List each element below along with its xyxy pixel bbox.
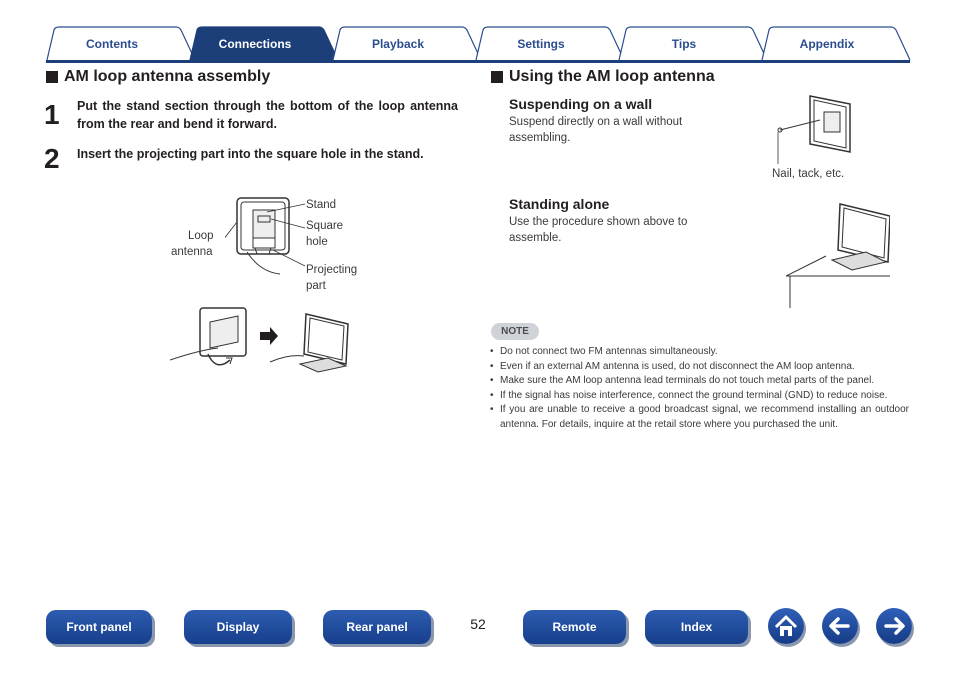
note-item: • If the signal has noise interference, connect the ground terminal (GND) to reduce noise. xyxy=(490,389,909,404)
back-arrow-icon xyxy=(822,608,858,644)
tab-appendix[interactable] xyxy=(761,26,911,60)
tab-connections[interactable] xyxy=(189,26,339,60)
assembly-heading-text: AM loop antenna assembly xyxy=(64,68,271,85)
standing-subheading: Standing alone xyxy=(509,196,610,212)
stand-label: Stand xyxy=(306,199,337,211)
wall-text-line2: assembling. xyxy=(509,132,571,144)
tab-tips-label: Tips xyxy=(671,37,697,51)
step-2-text: Insert the projecting part into the square hole in the stand. xyxy=(77,147,424,161)
step-1-number: 1 xyxy=(44,99,60,130)
wall-text-line1: Suspend directly on a wall without xyxy=(509,116,683,128)
tab-tips[interactable] xyxy=(618,26,768,60)
note-badge: NOTE xyxy=(491,323,539,340)
back-button[interactable] xyxy=(822,608,858,644)
step-1-text: Put the stand section through the bottom of the loop antenna from the rear and bend it forward. xyxy=(77,99,458,131)
front-panel-button[interactable]: Front panel xyxy=(46,610,152,644)
display-button[interactable]: Display xyxy=(184,610,292,644)
square-hole-label-line2: hole xyxy=(306,236,328,248)
bend-stand-diagram xyxy=(170,302,370,376)
tab-contents-label: Contents xyxy=(86,37,138,51)
tab-appendix-label: Appendix xyxy=(799,37,855,51)
forward-arrow-icon xyxy=(876,608,912,644)
heading-square-icon xyxy=(491,71,503,83)
tab-connections-label: Connections xyxy=(218,37,292,51)
remote-button[interactable]: Remote xyxy=(523,610,626,644)
tab-playback-label: Playback xyxy=(371,37,425,51)
projecting-part-label-line1: Projecting xyxy=(306,264,358,276)
standing-text-line1: Use the procedure shown above to xyxy=(509,216,688,228)
index-button[interactable]: Index xyxy=(645,610,748,644)
using-heading-text: Using the AM loop antenna xyxy=(509,68,715,85)
standing-text-line2: assemble. xyxy=(509,232,562,244)
nail-label: Nail, tack, etc. xyxy=(772,168,845,180)
loop-antenna-label-line1: Loop xyxy=(188,230,214,242)
wall-mount-diagram xyxy=(770,92,866,168)
section-heading-assembly xyxy=(46,68,270,86)
note-item: • Do not connect two FM antennas simultaneously. xyxy=(490,345,909,360)
step-2-number: 2 xyxy=(44,143,60,174)
tab-settings-label: Settings xyxy=(517,37,565,51)
standing-antenna-diagram xyxy=(786,200,890,310)
note-item: • If you are unable to receive a good broadcast signal, we recommend installing an outdoor antenna. For details, inquire at the retail store where you purchased the unit. xyxy=(490,403,909,432)
wall-subheading: Suspending on a wall xyxy=(509,96,653,112)
notes-list xyxy=(490,345,909,432)
forward-button[interactable] xyxy=(876,608,912,644)
home-button[interactable] xyxy=(768,608,804,644)
loop-antenna-label-line2: antenna xyxy=(171,246,213,258)
antenna-stand-diagram xyxy=(225,192,315,282)
tab-settings[interactable] xyxy=(475,26,625,60)
note-item: • Make sure the AM loop antenna lead terminals do not touch metal parts of the panel. xyxy=(490,374,909,389)
page-number: 52 xyxy=(470,616,486,632)
projecting-part-label-line2: part xyxy=(306,280,326,292)
tab-playback[interactable] xyxy=(332,26,482,60)
rear-panel-button[interactable]: Rear panel xyxy=(323,610,431,644)
section-heading-using xyxy=(491,68,715,86)
tab-bar xyxy=(46,26,910,62)
note-item: • Even if an external AM antenna is used, do not disconnect the AM loop antenna. xyxy=(490,360,909,375)
home-icon xyxy=(768,608,804,644)
tab-contents[interactable] xyxy=(46,26,196,60)
heading-square-icon xyxy=(46,71,58,83)
square-hole-label-line1: Square xyxy=(306,220,344,232)
